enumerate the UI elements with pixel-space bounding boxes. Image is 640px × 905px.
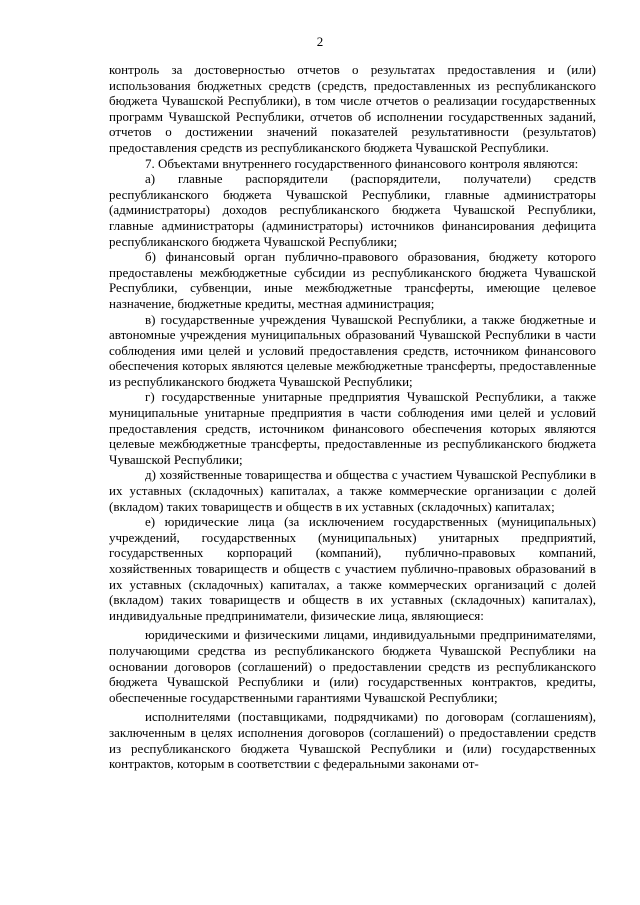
paragraph-subitem-d: д) хозяйственные товарищества и общества с участием Чувашской Республики в их уставных (складочных) капиталах, а также коммерческие организации с долей (вкладом) таких товариществ и обществ в их уставных (складочных) капиталах; [109,467,596,514]
paragraph-subitem-v: в) государственные учреждения Чувашской Республики, а также бюджетные и автономные учреждения муниципальных образований Чувашской Республики в части соблюдения ими целей и условий предоставления средств, источником финансового обеспечения которых являются целевые межбюджетные трансферты, предоставленные из республиканского бюджета Чувашской Республики; [109,311,596,389]
paragraph-control-continuation: контроль за достоверностью отчетов о результатах предоставления и (или) использования бюджетных средств (средств, предоставленных из республиканского бюджета Чувашской Республики), в том числе отчетов о реализации государственных программ Чувашской Республики, отчетов об исполнении государственных заданий, отчетов о достижении значений показателей результативности (результатов) предоставления средств из республиканского бюджета Чувашской Республики. [109,62,596,155]
paragraph-subitem-b: б) финансовый орган публично-правового образования, бюджету которого предоставлены межбюджетные субсидии из республиканского бюджета Чувашской Республики, субвенции, иные межбюджетные трансферты, имеющие целевое назначение, бюджетные кредиты, местная администрация; [109,249,596,311]
paragraph-contractors: исполнителями (поставщиками, подрядчиками) по договорам (соглашениям), заключенным в целях исполнения договоров (соглашений) о предоставлении средств из республиканского бюджета Чувашской Республики и (или) государственных контрактов, которым в соответствии с федеральными законами от- [109,709,596,772]
page-number: 2 [316,34,324,49]
paragraph-subitem-a: а) главные распорядители (распорядители, получатели) средств республиканского бюджета Чувашской Республики, главные администраторы (администраторы) доходов республиканского бюджета Чувашской Республики, главные администраторы (администраторы) источников финансирования дефицита республиканского бюджета Чувашской Республики; [109,171,596,249]
paragraph-item-7: 7. Объектами внутреннего государственного финансового контроля являются: [145,155,579,171]
paragraph-recipients: юридическими и физическими лицами, индивидуальными предпринимателями, получающими средства из республиканского бюджета Чувашской Республики на основании договоров (соглашений) о предоставлении средств из республиканского бюджета Чувашской Республики и (или) государственных контрактов, кредиты, обеспеченные государственными гарантиями Чувашской Республики; [109,627,596,705]
paragraph-subitem-g: г) государственные унитарные предприятия Чувашской Республики, а также муниципальные унитарные предприятия в части соблюдения ими целей и условий предоставления средств, источником финансового обеспечения которых являются целевые межбюджетные трансферты, предоставленные из республиканского бюджета Чувашской Республики; [109,389,596,467]
paragraph-subitem-e: е) юридические лица (за исключением государственных (муниципальных) учреждений, государственных (муниципальных) унитарных предприятий, государственных корпораций (компаний), публично-правовых компаний, хозяйственных товариществ и обществ с участием публично-правовых образований в их уставных (складочных) капиталах, а также коммерческих организаций с долей (вкладом) таких товариществ и обществ в их уставных (складочных) капиталах), индивидуальные предприниматели, физические лица, являющиеся: [109,514,596,623]
document-body [109,62,596,772]
